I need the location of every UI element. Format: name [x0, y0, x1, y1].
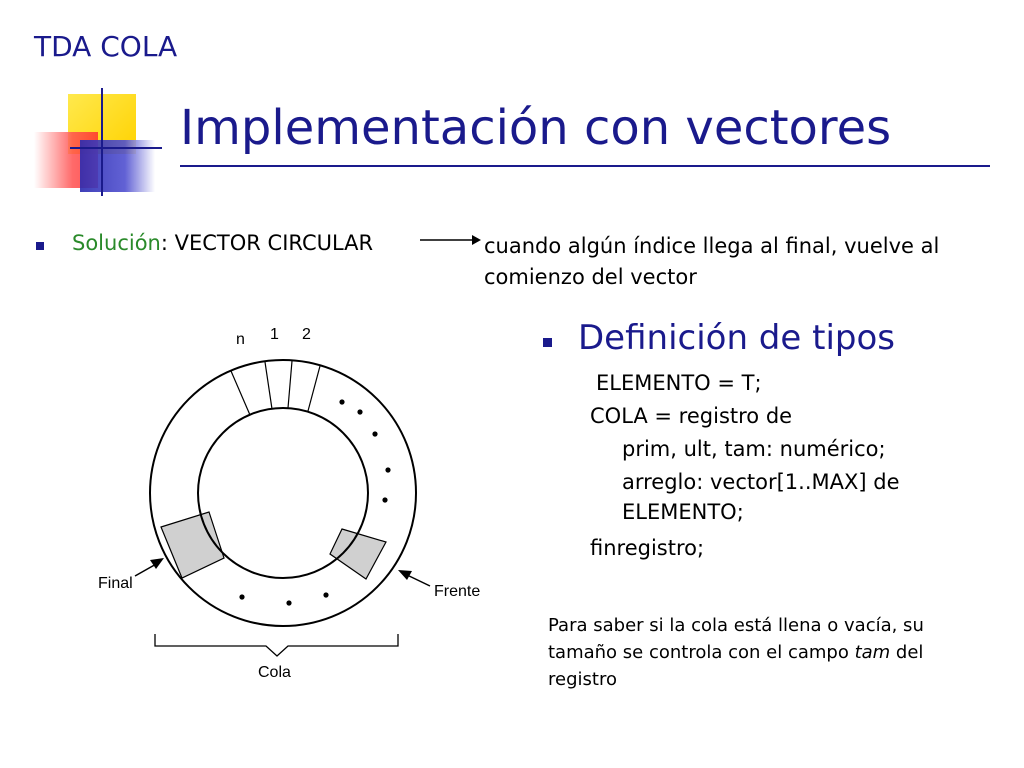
cola-brace [155, 634, 398, 656]
frente-label: Frente [434, 583, 481, 600]
slot-label-2: 2 [302, 326, 311, 343]
inner-ring [198, 408, 368, 578]
slot-label-n: n [236, 331, 245, 348]
code-line: prim, ult, tam: numérico; [622, 437, 886, 461]
arrow-right-icon [418, 232, 482, 248]
ellipsis-dot [286, 600, 291, 605]
ellipsis-dot [239, 594, 244, 599]
frente-slot [330, 529, 386, 579]
slot-divider [231, 371, 250, 415]
code-line: COLA = registro de [590, 404, 793, 428]
frente-arrowhead-icon [398, 570, 412, 580]
final-label: Final [98, 575, 133, 592]
note-emphasis: tam [854, 642, 891, 663]
solution-text: : VECTOR CIRCULAR [160, 231, 374, 255]
bullet-icon [543, 338, 552, 347]
cola-label: Cola [258, 664, 291, 681]
logo-vertical-line [101, 88, 103, 196]
slot-label-1: 1 [270, 326, 279, 343]
slide-title: Implementación con vectores [180, 100, 892, 156]
bullet-icon [36, 242, 44, 250]
code-line: ELEMENTO; [622, 500, 744, 524]
note-text [548, 612, 928, 693]
code-line: arreglo: vector[1..MAX] de [622, 470, 900, 494]
final-arrowhead-icon [150, 558, 164, 569]
slot-divider [288, 361, 292, 408]
code-line: ELEMENTO = T; [596, 371, 762, 395]
solution-line [72, 231, 373, 255]
note-text-end: del registro [548, 642, 924, 690]
code-line: finregistro; [590, 536, 705, 560]
solution-explanation: cuando algún índice llega al final, vuelve al comienzo del vector [484, 234, 940, 289]
slot-divider [308, 366, 320, 411]
ellipsis-dot [382, 497, 387, 502]
ellipsis-dot [357, 409, 362, 414]
slot-divider [265, 362, 272, 409]
note-text-start: Para saber si la cola está llena o vacía, su tamaño se controla con el campo [548, 615, 924, 663]
ellipsis-dot [385, 467, 390, 472]
outer-ring [150, 360, 416, 626]
ellipsis-dot [372, 431, 377, 436]
section-title: TDA COLA [34, 30, 178, 63]
logo-horizontal-line [70, 147, 162, 149]
solution-label: Solución [72, 231, 161, 255]
title-divider [180, 165, 990, 167]
ellipsis-dot [339, 399, 344, 404]
ellipsis-dot [323, 592, 328, 597]
circular-queue-diagram [80, 310, 500, 695]
definition-header: Definición de tipos [578, 318, 895, 358]
